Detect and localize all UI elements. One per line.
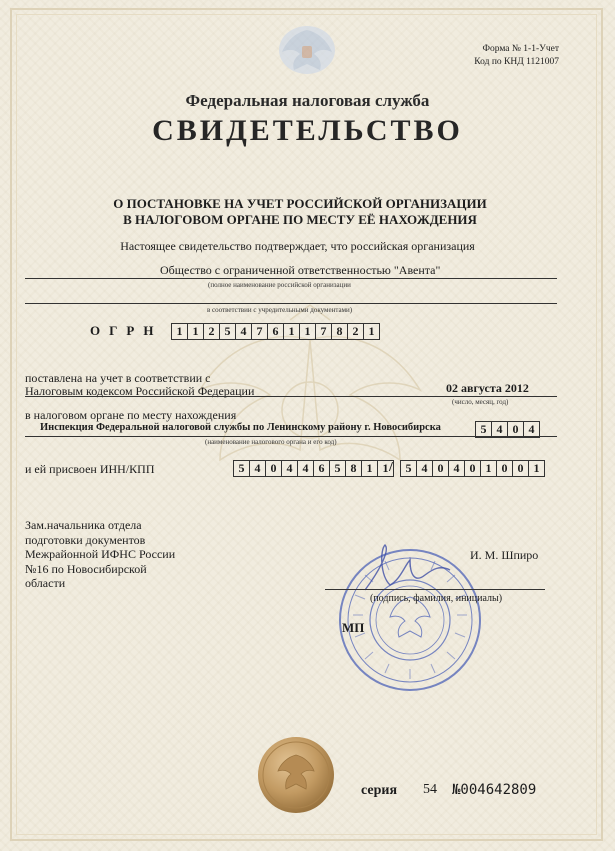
kpp-digit-cell: 0 <box>512 460 529 477</box>
ogrn-digit-cell: 8 <box>331 323 348 340</box>
ogrn-digit-cell: 1 <box>171 323 188 340</box>
document-title: СВИДЕТЕЛЬСТВО <box>152 114 463 147</box>
tax-authority-intro: в налоговом органе по месту нахождения <box>25 408 237 422</box>
founding-docs-caption: в соответствии с учредительными документами) <box>207 306 353 314</box>
confirm-text: Настоящее свидетельство подтверждает, что российская организация <box>120 239 475 253</box>
organization-name-caption: (полное наименование российской организации <box>208 281 351 289</box>
series-number: №004642809 <box>452 782 537 798</box>
series-label: серия <box>361 783 398 798</box>
kpp-digit-cell: 1 <box>528 460 545 477</box>
inn-digit-cell: 5 <box>329 460 346 477</box>
ogrn-cells <box>171 323 379 340</box>
tax-authority-caption: (наименование налогового органа и его код) <box>205 438 337 446</box>
signature-caption: (подпись, фамилия, инициалы) <box>370 593 503 604</box>
ogrn-digit-cell: 2 <box>203 323 220 340</box>
ogrn-digit-cell: 1 <box>299 323 316 340</box>
inn-digit-cell: 8 <box>345 460 362 477</box>
ogrn-label: ОГРН <box>90 323 163 338</box>
inn-cells <box>233 460 393 477</box>
inn-digit-cell: 1 <box>377 460 394 477</box>
agency-name: Федеральная налоговая служба <box>185 91 430 110</box>
ogrn-digit-cell: 1 <box>187 323 204 340</box>
ogrn-digit-cell: 1 <box>363 323 380 340</box>
kpp-digit-cell: 0 <box>464 460 481 477</box>
inn-digit-cell: 0 <box>265 460 282 477</box>
kpp-digit-cell: 4 <box>416 460 433 477</box>
inn-digit-cell: 4 <box>281 460 298 477</box>
kpp-digit-cell: 4 <box>448 460 465 477</box>
ogrn-digit-cell: 4 <box>235 323 252 340</box>
ogrn-digit-cell: 7 <box>315 323 332 340</box>
signatory-position-line: №16 по Новосибирской <box>25 561 147 576</box>
coat-of-arms-icon <box>272 20 342 78</box>
tax-code-digit-cell: 4 <box>491 421 508 438</box>
ogrn-digit-cell: 2 <box>347 323 364 340</box>
tax-code-digit-cell: 0 <box>507 421 524 438</box>
signatory-name: И. М. Шпиро <box>470 548 539 562</box>
kpp-digit-cell: 0 <box>496 460 513 477</box>
inn-digit-cell: 5 <box>233 460 250 477</box>
form-number: Форма № 1-1-Учет <box>482 44 559 54</box>
registration-line2: Налоговым кодексом Российской Федерации <box>25 384 255 398</box>
ogrn-digit-cell: 6 <box>267 323 284 340</box>
inn-kpp-label: и ей присвоен ИНН/КПП <box>25 462 155 476</box>
tax-code-digit-cell: 4 <box>523 421 540 438</box>
subtitle-line2: В НАЛОГОВОМ ОРГАНЕ ПО МЕСТУ ЕЁ НАХОЖДЕНИЯ <box>123 212 477 227</box>
date-caption: (число, месяц, год) <box>452 398 509 406</box>
inn-digit-cell: 4 <box>249 460 266 477</box>
knd-code: Код по КНД 1121007 <box>474 57 559 67</box>
kpp-digit-cell: 5 <box>400 460 417 477</box>
tax-code-digit-cell: 5 <box>475 421 492 438</box>
kpp-digit-cell: 1 <box>480 460 497 477</box>
signatory-position-line: Зам.начальника отдела <box>25 518 142 532</box>
inn-digit-cell: 6 <box>313 460 330 477</box>
signatory-position-line: области <box>25 576 66 591</box>
kpp-cells <box>400 460 544 477</box>
subtitle-line1: О ПОСТАНОВКЕ НА УЧЕТ РОССИЙСКОЙ ОРГАНИЗАЦИИ <box>113 196 487 211</box>
organization-name: Общество с ограниченной ответственностью "Авента" <box>160 263 441 277</box>
tax-authority-name: Инспекция Федеральной налоговой службы по Ленинскому району г. Новосибирска <box>40 422 441 433</box>
series-value: 54 <box>423 782 437 797</box>
ogrn-digit-cell: 1 <box>283 323 300 340</box>
inn-digit-cell: 1 <box>361 460 378 477</box>
signatory-position <box>25 518 175 591</box>
signatory-position-line: Межрайонной ИФНС России <box>25 547 176 562</box>
signatory-position-line: подготовки документов <box>25 532 146 547</box>
registration-date: 02 августа 2012 <box>446 381 529 395</box>
ogrn-digit-cell: 5 <box>219 323 236 340</box>
inn-digit-cell: 4 <box>297 460 314 477</box>
registration-line1: поставлена на учет в соответствии с <box>25 371 211 385</box>
inn-kpp-separator: / <box>389 460 393 475</box>
ogrn-digit-cell: 7 <box>251 323 268 340</box>
kpp-digit-cell: 0 <box>432 460 449 477</box>
gold-seal-icon <box>256 735 336 815</box>
stamp-place-label: МП <box>342 620 365 635</box>
